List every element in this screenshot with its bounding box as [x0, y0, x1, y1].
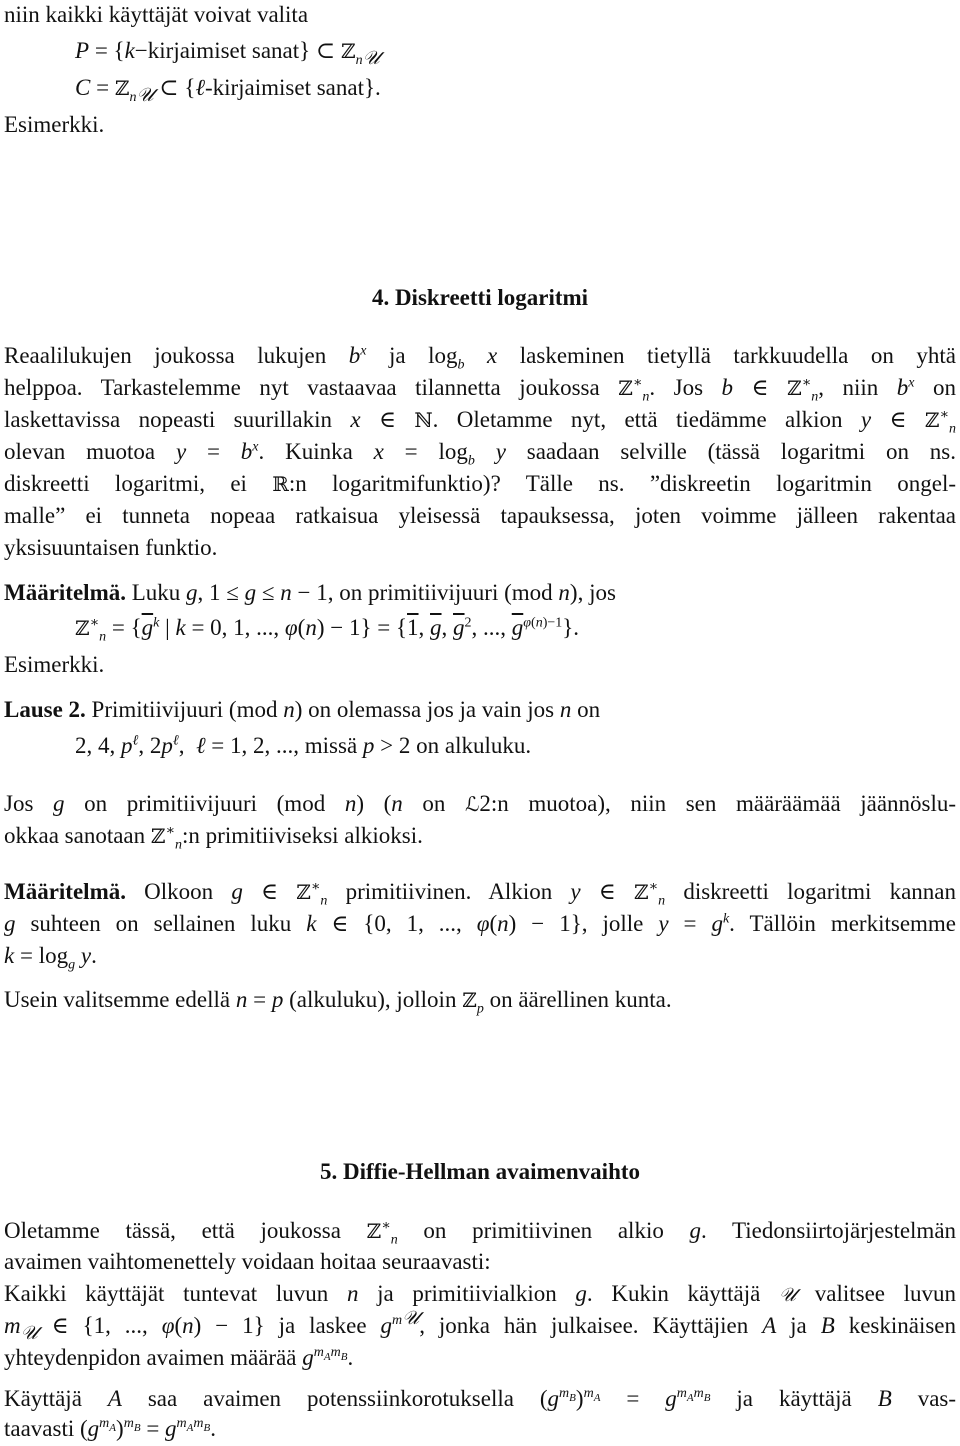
s5-p2-line2: $m_𝒰$ ∈ {1, ..., φ(n) − 1} ja laskee $g^{m𝒰}$, jonka hän julkaisee. Käyttäjien A ja B keskinäisen: [4, 1307, 956, 1344]
s4-p3: Usein valitsemme edellä n = p (alkuluku), jolloin ℤ$_p$ on äärellinen kunta.: [4, 987, 672, 1017]
definition-2-line2: g suhteen on sellainen luku k ∈ {0, 1, ..., φ(n) − 1}, jolle $y = g^k$. Tällöin merkitsemme: [4, 911, 957, 936]
lause-formula: 2, 4, $p^\ell$, $2p^\ell$, ℓ = 1, 2, ..., missä p > 2 on alkuluku.: [75, 733, 532, 758]
s4-p1-line2: helppoa. Tarkastelemme nyt vastaavaa tilannetta joukossa ℤ∗$_n$. Jos b ∈ ℤ∗$_n$, niin $b^x$ on: [4, 375, 957, 405]
definition-1: Määritelmä. Luku g, 1 ≤ g ≤ n − 1, on primitiivijuuri (mod n), jos: [4, 580, 616, 605]
s4-p2-line1: Jos g on primitiivijuuri (mod n) (n on ℒ2:n muotoa), niin sen määräämää jäännöslu-: [4, 791, 957, 816]
section-5-title: 5. Diffie-Hellman avaimenvaihto: [319, 1159, 641, 1184]
formula-c: C = ℤ$_{n𝒰}$ ⊂ {ℓ-kirjaimiset sanat}.: [75, 75, 381, 106]
lause-2: Lause 2. Primitiivijuuri (mod n) on olemassa jos ja vain jos n on: [4, 697, 601, 722]
s5-p2-line1: Kaikki käyttäjät tuntevat luvun n ja primitiivialkion g. Kukin käyttäjä 𝒰 valitsee luvun: [4, 1281, 957, 1306]
intro-example: Esimerkki.: [4, 112, 105, 137]
s4-p1-line4: olevan muotoa $y = b^x$. Kuinka $x = \log_b y$ saadaan selville (tässä logaritmi on ns.: [4, 439, 956, 469]
definition-2-line3: $k = \log_g y$.: [4, 943, 97, 973]
s5-p1-line1: Oletamme tässä, että joukossa ℤ∗$_n$ on primitiivinen alkio g. Tiedonsiirtojärjestelmän: [4, 1218, 957, 1248]
section-4-title: 4. Diskreetti logaritmi: [371, 285, 589, 310]
s5-p1-line2: avaimen vaihtomenettely voidaan hoitaa seuraavasti:: [4, 1249, 491, 1274]
s5-p2-line3: yhteydenpidon avaimen määrää $g^{m_Am_B}$.: [4, 1345, 354, 1370]
s5-p3-line2: taavasti $(g^{m_A})^{m_B} = g^{m_Am_B}$.: [4, 1416, 217, 1441]
s4-p1-line5: diskreetti logaritmi, ei ℝ:n logaritmifunktio)? Tälle ns. ”diskreetin logaritmin ongel-: [4, 471, 957, 496]
s4-p1-line7: yksisuuntaisen funktio.: [4, 535, 218, 560]
s4-p1-line6: malle” ei tunneta nopeaa ratkaisua yleisessä tapauksessa, joten voimme jälleen rakentaa: [4, 503, 956, 528]
example-2: Esimerkki.: [4, 652, 105, 677]
s4-p1-line3: laskettavissa nopeasti suurillakin x ∈ ℕ. Oletamme nyt, että tiedämme alkion y ∈ ℤ∗$_n$: [4, 407, 957, 437]
formula-zn-star: ℤ∗$_n$ = {$\overline{g}^k$ | k = 0, 1, ..., φ(n) − 1} = {1, $\overline{g}$, $\overline{g}^2$, ..., $\overline{g}^{\varphi(n)-1}$}.: [75, 615, 580, 645]
formula-p: P = {k−kirjaimiset sanat} ⊂ ℤ$_{n𝒰}$: [75, 38, 380, 69]
s5-p3-line1: Käyttäjä A saa avaimen potenssiinkorotuksella $(g^{m_B})^{m_A} = g^{m_Am_B}$ ja käyttäjä B vas-: [4, 1386, 957, 1411]
s4-p1-line1: Reaalilukujen joukossa lukujen $b^x$ ja $\log_b x$ laskeminen tietyllä tarkkuudella on yhtä: [4, 343, 957, 373]
definition-2-line1: Määritelmä. Olkoon g ∈ ℤ∗$_n$ primitiivinen. Alkion y ∈ ℤ∗$_n$ diskreetti logaritmi kannan: [4, 879, 957, 909]
s4-p2-line2: okkaa sanotaan ℤ∗$_n$:n primitiiviseksi alkioksi.: [4, 823, 423, 853]
intro-line: niin kaikki käyttäjät voivat valita: [4, 2, 309, 27]
